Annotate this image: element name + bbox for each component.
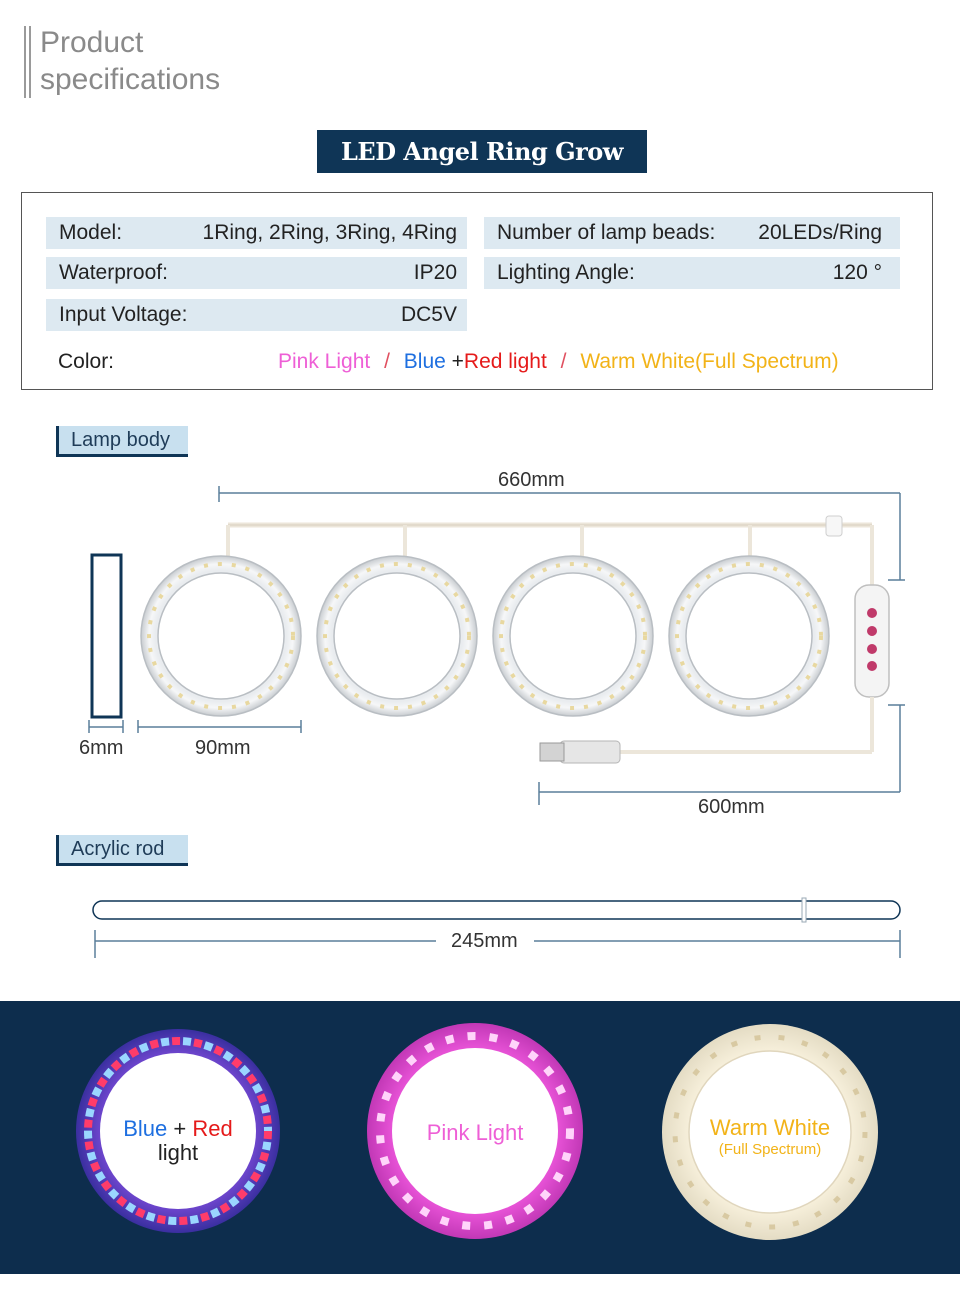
section-header xyxy=(40,24,220,98)
header-accent-bar xyxy=(24,26,31,98)
ring-1 xyxy=(141,556,301,716)
product-title: LED Angel Ring Grow Light xyxy=(317,130,647,173)
color-separator: / xyxy=(560,350,567,373)
color-separator: / xyxy=(384,350,390,373)
acrylic-rod-label: Acrylic rod xyxy=(56,835,188,866)
color-plus: + xyxy=(451,350,464,373)
variant-warm-sub: (Full Spectrum) xyxy=(718,1141,822,1158)
spec-waterproof-value: IP20 xyxy=(413,261,457,284)
spec-angle-label: Lighting Angle: xyxy=(497,261,635,284)
color-blue: Blue xyxy=(403,350,446,373)
variant-blue-red-label xyxy=(98,1117,258,1165)
dim-label-600: 600mm xyxy=(698,796,765,818)
variant-red: Red xyxy=(192,1116,233,1141)
spec-model-value: 1Ring, 2Ring, 3Ring, 4Ring xyxy=(202,221,457,244)
controller-box xyxy=(855,585,889,697)
spec-beads-label: Number of lamp beads: xyxy=(497,221,716,244)
spec-waterproof xyxy=(46,257,467,289)
section-header-line1: Product xyxy=(40,26,144,59)
variant-plus: + xyxy=(173,1116,187,1141)
rod-clip xyxy=(802,898,806,922)
variant-pink-label: Pink Light xyxy=(426,1120,524,1145)
ring-4 xyxy=(669,556,829,716)
spec-angle-value: 120 ° xyxy=(832,261,882,284)
lamp-body-label: Lamp body xyxy=(56,426,188,457)
variant-warm-label xyxy=(690,1116,850,1160)
spec-beads xyxy=(484,217,900,249)
dimension-6 xyxy=(89,720,123,733)
ring-2 xyxy=(317,556,477,716)
ring-side-profile xyxy=(92,555,121,717)
dim-label-245: 245mm xyxy=(451,930,518,952)
spec-voltage xyxy=(46,299,467,331)
dimension-90 xyxy=(138,720,301,733)
dim-label-660: 660mm xyxy=(498,469,565,491)
spec-voltage-value: DC5V xyxy=(400,303,457,326)
variant-blue-red-line2: light xyxy=(157,1140,199,1165)
color-warm: Warm White(Full Spectrum) xyxy=(580,350,839,373)
lamp-body-diagram xyxy=(0,460,960,820)
ring-3 xyxy=(493,556,653,716)
spec-waterproof-label: Waterproof: xyxy=(59,261,168,284)
section-header-line2: specifications xyxy=(40,63,221,96)
dim-label-90: 90mm xyxy=(195,737,251,759)
spec-model-label: Model: xyxy=(59,221,123,244)
spec-color-label: Color: xyxy=(58,350,115,373)
variant-blue: Blue xyxy=(123,1116,168,1141)
dim-label-6: 6mm xyxy=(79,737,124,759)
color-red: Red light xyxy=(463,350,547,373)
spec-color-values xyxy=(278,347,839,377)
spec-beads-value: 20LEDs/Ring xyxy=(758,221,882,244)
spec-model xyxy=(46,217,467,249)
color-pink: Pink Light xyxy=(278,350,371,373)
acrylic-rod xyxy=(93,901,900,919)
spec-angle xyxy=(484,257,900,289)
variant-warm-title: Warm White xyxy=(709,1115,831,1140)
spec-voltage-label: Input Voltage: xyxy=(59,303,188,326)
